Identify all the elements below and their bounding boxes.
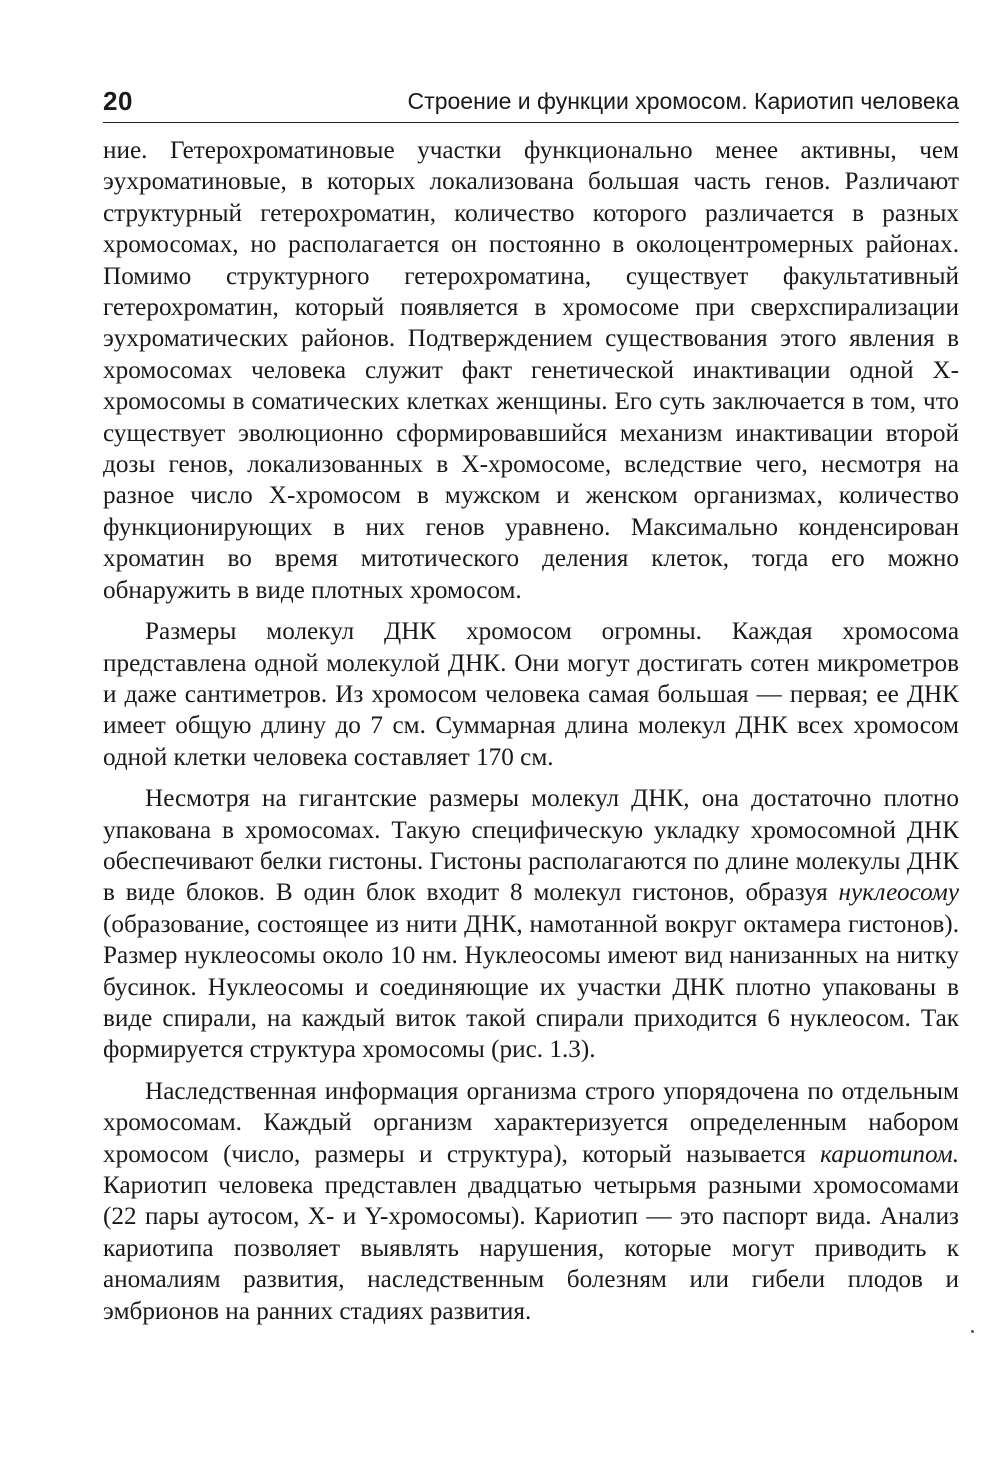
paragraph-3 — [103, 783, 959, 1066]
term-karyotype: кариотипом. — [820, 1140, 959, 1168]
paragraph-1: ние. Гетерохроматиновые участки функционально менее активны, чем эухроматиновые, в которых локализована большая часть генов. Различают структурный гетерохроматин, количество которого различается в разных хромосомах, но располагается он постоянно в околоцентромерных районах. Помимо структурного гетерохроматина, существует факультативный гетерохроматин, который появляется в хромосоме при сверхспирализации эухроматических районов. Подтверждением существования этого явления в хромосомах человека служит факт генетической инактивации одной X-хромосомы в соматических клетках женщины. Его суть заключается в том, что существует эволюционно сформировавшийся механизм инактивации второй дозы генов, локализованных в X-хромосоме, вследствие чего, несмотря на разное число X-хромосом в мужском и женском организмах, количество функционирующих в них генов уравнено. Максимально конденсирован хроматин во время митотического деления клеток, тогда его можно обнаружить в виде плотных хромосом. — [103, 137, 959, 604]
page-header — [103, 82, 959, 123]
paragraph-4-text-b: Кариотип человека представлен двадцатью четырьмя разными хромосомами (22 пары аутосом, X- и Y-хромосомы). Кариотип — это паспорт вида. Анализ кариотипа позволяет выявлять нарушения, которые могут приводить к аномалиям развития, наследственным болезням или гибели плодов и эмбрионов на ранних стадиях развития. — [103, 1172, 959, 1325]
paragraph-3-text-a: Несмотря на гигантские размеры молекул ДНК, она достаточно плотно упакована в хромосомах. Такую специфическую укладку хромосомной ДНК обеспечивают белки гистоны. Гистоны располагаются по длине молекулы ДНК в виде блоков. В один блок входит 8 молекул гистонов, образуя — [103, 785, 959, 907]
term-nucleosome: нуклеосому — [838, 879, 959, 907]
body-text — [103, 135, 959, 1337]
paragraph-3-text-b: (образование, состоящее из нити ДНК, намотанной вокруг октамера гистонов). Размер нуклеосомы около 10 нм. Нуклеосомы имеют вид нанизанных на нитку бусинок. Нуклеосомы и соединяющие их участки ДНК плотно упакованы в виде спирали, на каждый виток такой спирали приходится 6 нуклеосом. Так формируется структура хромосомы (рис. 1.3). — [103, 910, 959, 1064]
paragraph-2: Размеры молекул ДНК хромосом огромны. Каждая хромосома представлена одной молекулой ДНК. Они могут достигать сотен микрометров и даже сантиметров. Из хромосом человека самая большая — первая; ее ДНК имеет общую длину до 7 см. Суммарная длина молекул ДНК всех хромосом одной клетки человека составляет 170 см. — [103, 618, 959, 771]
page-number: 20 — [103, 86, 133, 116]
paragraph-4-text-a: Наследственная информация организма строго упорядочена по отдельным хромосомам. Каждый организм характеризуется определенным набором хромосом (число, размеры и структура), который называется — [103, 1077, 959, 1168]
paragraph-4 — [103, 1076, 959, 1327]
margin-mark — [971, 1330, 974, 1333]
running-title: Строение и функции хромосом. Кариотип человека — [407, 88, 959, 114]
